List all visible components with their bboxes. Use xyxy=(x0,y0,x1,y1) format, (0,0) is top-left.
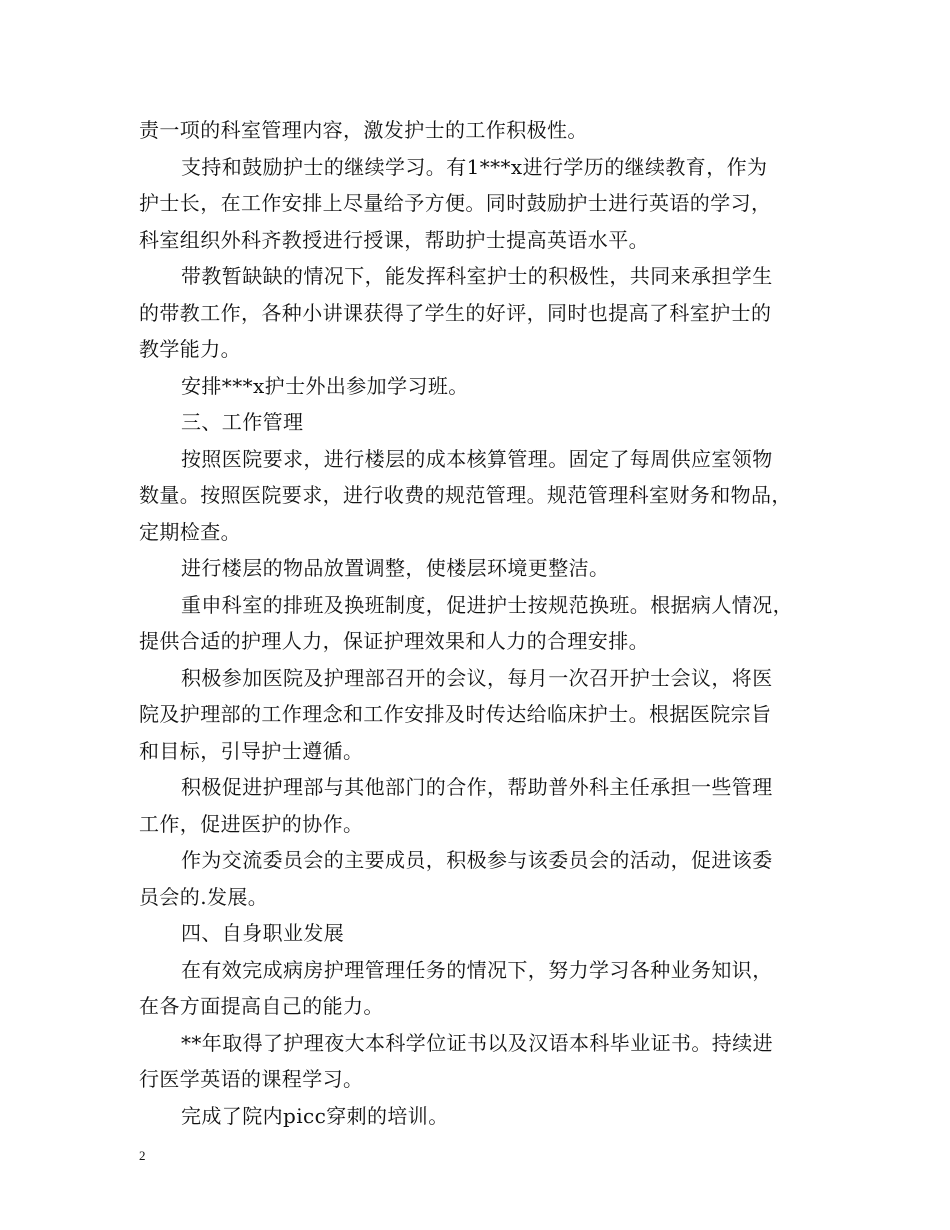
text-line-22: 员会的.发展。 xyxy=(139,884,269,909)
text-line-7: 教学能力。 xyxy=(139,337,241,361)
text-line-15: 提供合适的护理人力，保证护理效果和人力的合理安排。 xyxy=(139,629,649,653)
text-line-8: 安排***x护士外出参加学习班。 xyxy=(181,373,469,398)
text-line-27: 行医学英语的课程学习。 xyxy=(139,1067,364,1091)
text-line-19: 积极促进护理部与其他部门的合作，帮助普外科主任承担一些管理 xyxy=(181,775,773,799)
text-line-17: 院及护理部的工作理念和工作安排及时传达给临床护士。根据医院宗旨 xyxy=(139,702,772,726)
text-line-18: 和目标，引导护士遵循。 xyxy=(139,738,364,763)
text-line-24: 在有效完成病房护理管理任务的情况下，努力学习各种业务知识， xyxy=(181,957,773,982)
text-line-28: 完成了院内picc穿刺的培训。 xyxy=(181,1103,449,1128)
section-heading-work-management: 三、工作管理 xyxy=(181,410,304,434)
document-body xyxy=(139,112,819,1134)
text-line-6: 的带教工作，各种小讲课获得了学生的好评，同时也提高了科室护士的 xyxy=(139,300,772,325)
text-line-14: 重申科室的排班及换班制度，促进护士按规范换班。根据病人情况， xyxy=(181,592,793,617)
text-line-5: 带教暂缺缺的情况下，能发挥科室护士的积极性，共同来承担学生 xyxy=(181,264,773,288)
text-line-2: 支持和鼓励护士的继续学习。有1***x进行学历的继续教育，作为 xyxy=(181,154,768,179)
text-line-20: 工作，促进医护的协作。 xyxy=(139,811,364,836)
text-line-12: 定期检查。 xyxy=(139,519,241,544)
text-line-4: 科室组织外科齐教授进行授课，帮助护士提高英语水平。 xyxy=(139,227,649,252)
text-line-1: 责一项的科室管理内容，激发护士的工作积极性。 xyxy=(139,118,588,142)
text-line-3: 护士长，在工作安排上尽量给予方便。同时鼓励护士进行英语的学习， xyxy=(139,191,772,215)
text-line-13: 进行楼层的物品放置调整，使楼层环境更整洁。 xyxy=(181,556,610,580)
text-line-26: **年取得了护理夜大本科学位证书以及汉语本科毕业证书。持续进 xyxy=(181,1030,773,1055)
text-line-16: 积极参加医院及护理部召开的会议，每月一次召开护士会议，将医 xyxy=(181,665,773,690)
text-line-25: 在各方面提高自己的能力。 xyxy=(139,994,384,1018)
page-number: 2 xyxy=(139,1148,146,1163)
text-line-10: 按照医院要求，进行楼层的成本核算管理。固定了每周供应室领物 xyxy=(181,446,773,471)
text-line-11: 数量。按照医院要求，进行收费的规范管理。规范管理科室财务和物品， xyxy=(139,483,792,507)
text-line-21: 作为交流委员会的主要成员，积极参与该委员会的活动，促进该委 xyxy=(181,848,773,872)
section-heading-career-development: 四、自身职业发展 xyxy=(181,921,345,945)
